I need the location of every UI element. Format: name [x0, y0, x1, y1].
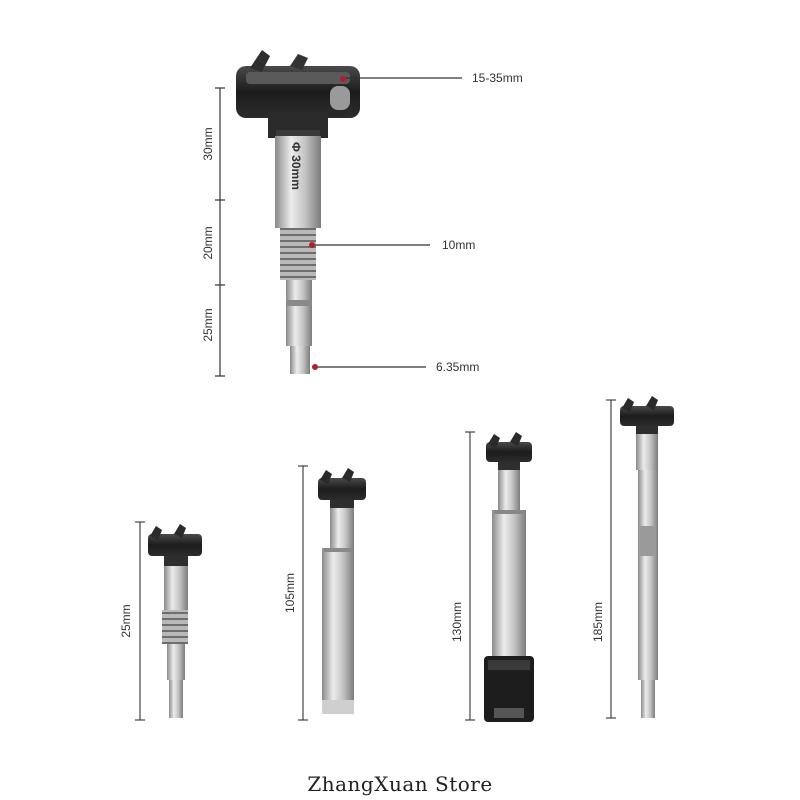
callout-dot [309, 242, 315, 248]
small-bit-length-label: 25mm [119, 604, 133, 638]
callout-label-diameter: 15-35mm [472, 71, 523, 85]
small-bit-185mm [591, 396, 674, 718]
dim-label-30mm: 30mm [201, 127, 215, 161]
callout-label-hex: 6.35mm [436, 360, 480, 374]
main-drill-bit [236, 50, 360, 374]
main-bit-dimension-bar [215, 88, 225, 376]
small-bit-105mm [283, 466, 366, 720]
callout-lines [315, 78, 462, 367]
dim-label-20mm: 20mm [201, 226, 215, 260]
callout-label-thread: 10mm [442, 238, 476, 252]
main-bit-hex-shank [286, 280, 312, 346]
small-bit-length-label: 130mm [450, 601, 464, 643]
small-bit-length-label: 185mm [591, 601, 605, 643]
callout-dot [312, 364, 318, 370]
callout-dot [340, 76, 346, 82]
main-bit-cutter-head [236, 50, 360, 138]
dim-label-25mm: 25mm [201, 308, 215, 342]
small-bit-25mm [119, 522, 202, 720]
store-name: ZhangXuan Store [307, 772, 493, 796]
main-bit-shank-marking: Φ 30mm [289, 142, 303, 190]
small-bit-130mm [450, 432, 534, 722]
small-bit-length-label: 105mm [283, 572, 297, 614]
main-bit-thread [280, 228, 316, 280]
